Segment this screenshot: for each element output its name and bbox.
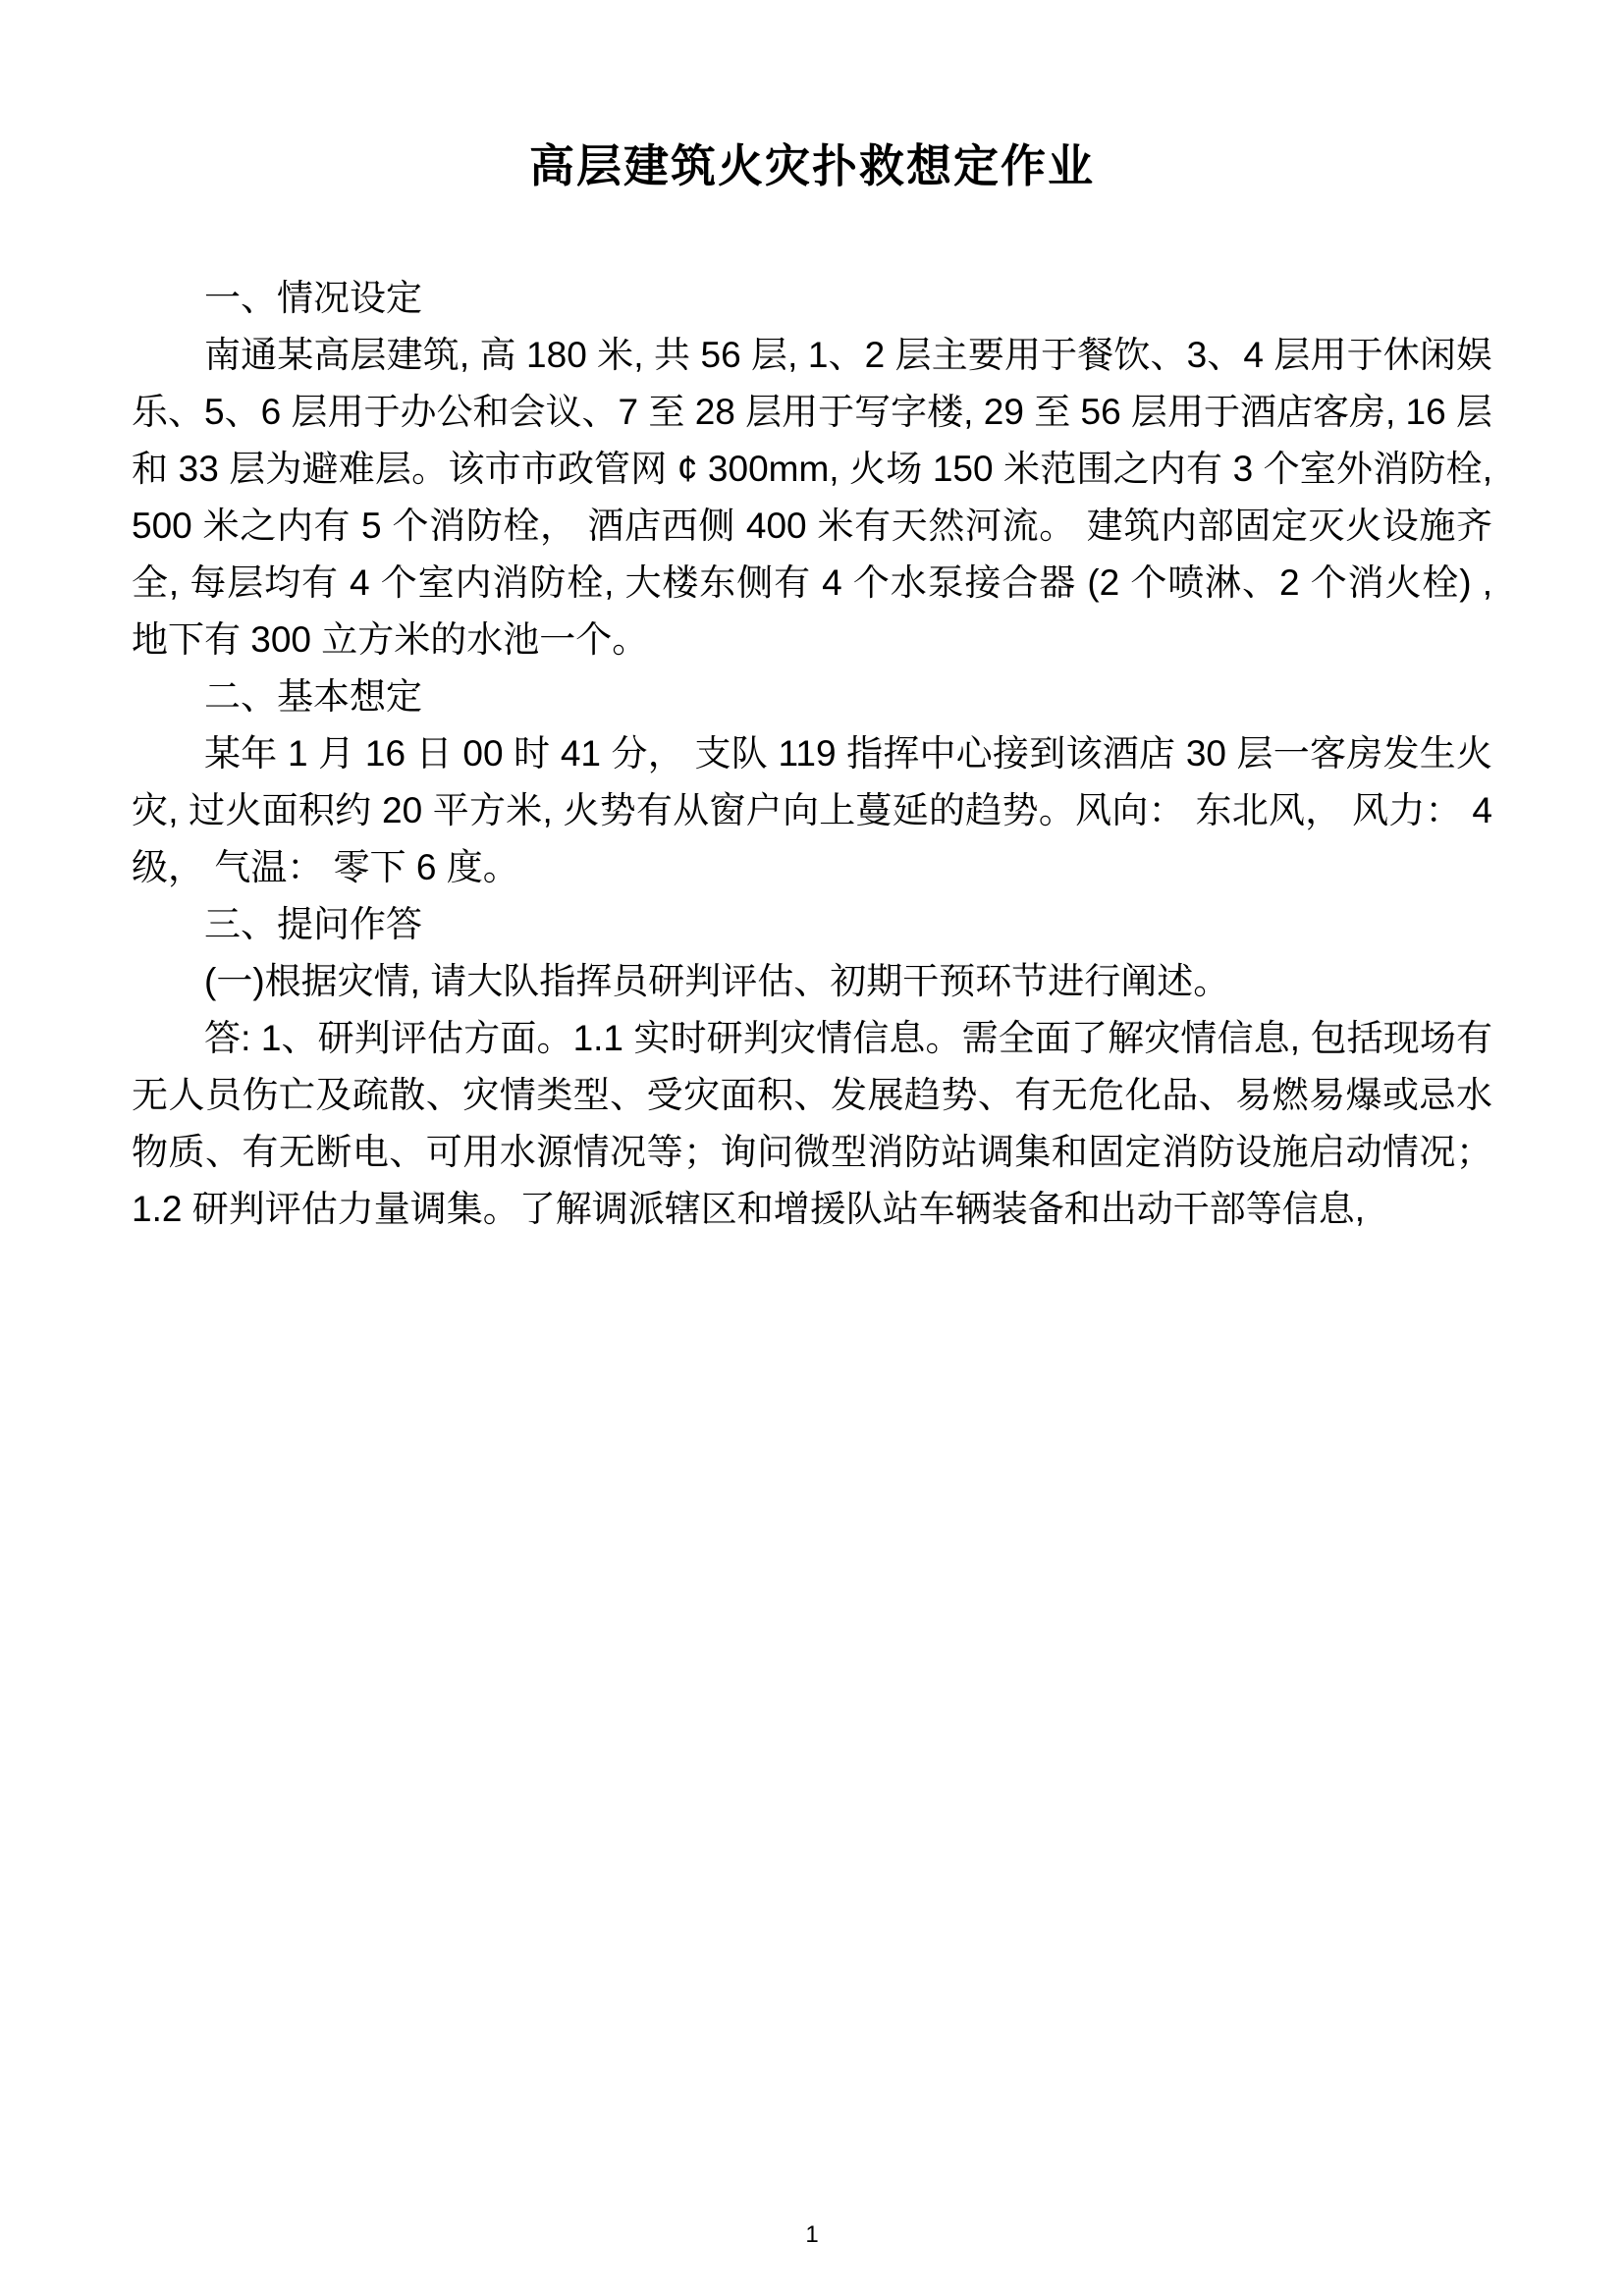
paragraph-answer-1: 答: 1、研判评估方面。1.1 实时研判灾情信息。需全面了解灾情信息, 包括现场有无人员伤亡及疏散、灾情类型、受灾面积、发展趋势、有无危化品、易燃易爆或忌水物质、有无断电、可用水源情况等；询问微型消防站调集和固定消防设施启动情况；1.2 研判评估力量调集。了解调派辖区和增援队站车辆装备和出动干部等信息, — [132, 1018, 1492, 1230]
paragraph-basic-scenario: 某年 1 月 16 日 00 时 41 分， 支队 119 指挥中心接到该酒店 30 层一客房发生火灾, 过火面积约 20 平方米, 火势有从窗户向上蔓延的趋势。风向： 东北风， 风力： 4 级， 气温： 零下 6 度。 — [132, 733, 1492, 888]
section-heading-2: 二、基本想定 — [204, 676, 422, 718]
paragraph-situation-setting: 南通某高层建筑, 高 180 米, 共 56 层, 1、2 层主要用于餐饮、3、4 层用于休闲娱乐、5、6 层用于办公和会议、7 至 28 层用于写字楼, 29 至 56 层用于酒店客房, 16 层和 33 层为避难层。该市市政管网 ¢ 300mm, 火场 150 米范围之内有 3 个室外消防栓, 500 米之内有 5 个消防栓， 酒店西侧 400 米有天然河流。 建筑内部固定灭火设施齐全, 每层均有 4 个室内消防栓, 大楼东侧有 4 个水泵接合器 (2 个喷淋、2 个消火栓) , 地下有 300 立方米的水池一个。 — [132, 335, 1493, 661]
section-heading-1: 一、情况设定 — [204, 278, 422, 319]
section-heading-3: 三、提问作答 — [204, 904, 422, 945]
document-content — [132, 139, 1492, 1238]
paragraph-question-1: (一)根据灾情, 请大队指挥员研判评估、初期干预环节进行阐述。 — [204, 961, 1230, 1002]
document-title: 高层建筑火灾扑救想定作业 — [529, 140, 1095, 191]
page-number: 1 — [805, 2221, 819, 2248]
